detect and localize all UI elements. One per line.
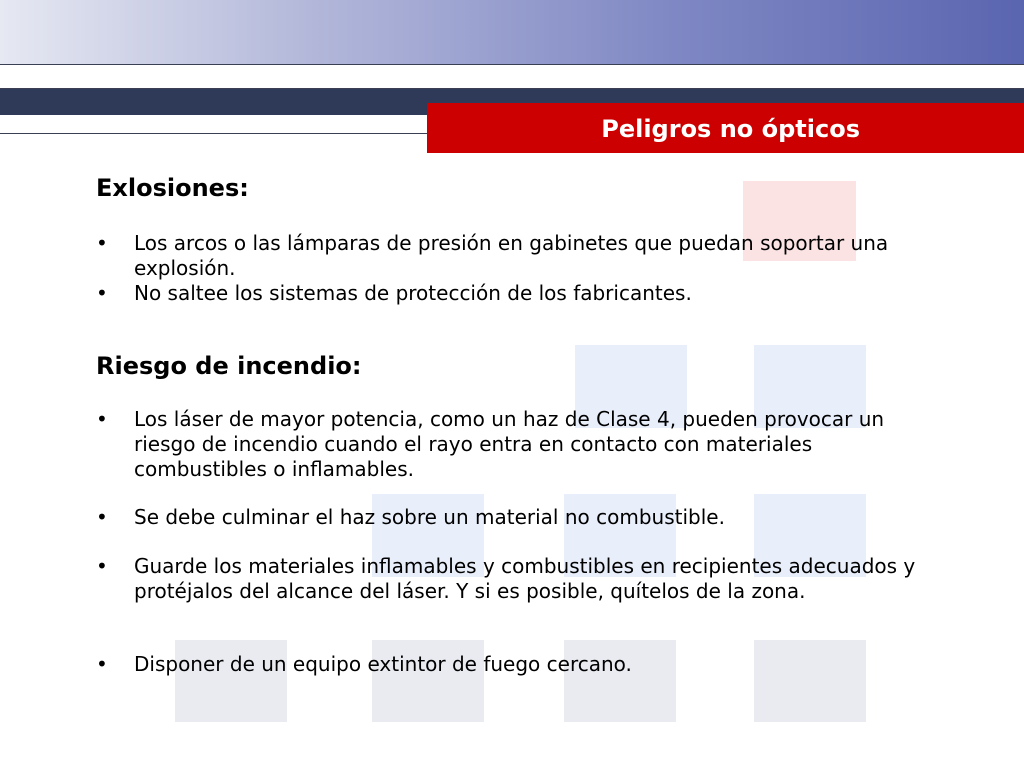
bullet-text: Los arcos o las lámparas de presión en gabinetes que puedan soportar una explosión.: [134, 231, 889, 280]
bullet-dot: •: [96, 652, 108, 676]
bullet-text: Los láser de mayor potencia, como un haz de Clase 4, pueden provocar un riesgo de incendio cuando el rayo entra en contacto con materiales combustibles o inflamables.: [134, 407, 885, 481]
bullet-text: Disponer de un equipo extintor de fuego cercano.: [134, 652, 632, 676]
section-heading-explosions: Exlosiones:: [96, 174, 249, 202]
bullet-dot: •: [96, 281, 108, 305]
header-divider-line-3: [0, 133, 430, 134]
title-bar: [427, 103, 1024, 153]
bullet-dot: •: [96, 505, 108, 529]
slide-title: Peligros no ópticos: [601, 115, 860, 143]
bullet-dot: •: [96, 554, 108, 578]
header-divider-line: [0, 64, 1024, 65]
bullet-text: Se debe culminar el haz sobre un material no combustible.: [134, 505, 725, 529]
section-heading-fire-risk: Riesgo de incendio:: [96, 352, 362, 380]
bullet-text: Guarde los materiales inflamables y combustibles en recipientes adecuados y protéjalos del alcance del láser. Y si es posible, quítelos de la zona.: [134, 554, 916, 603]
bullet-text: No saltee los sistemas de protección de los fabricantes.: [134, 281, 692, 305]
bullet-dot: •: [96, 231, 108, 255]
header-gradient-band: [0, 0, 1024, 64]
bullet-dot: •: [96, 407, 108, 431]
